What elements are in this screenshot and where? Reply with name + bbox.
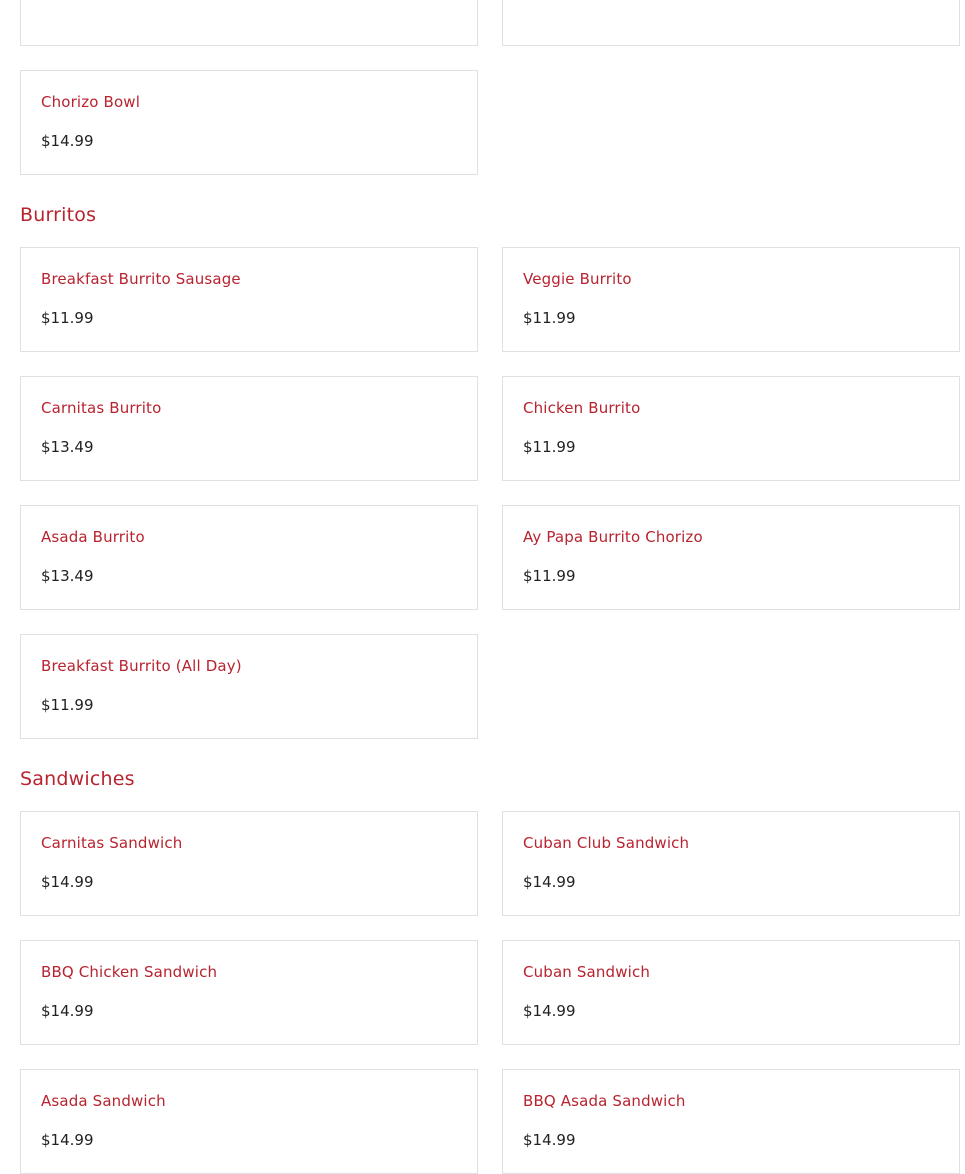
menu-item-price: $11.99 [523,567,576,585]
menu-item-card[interactable] [502,376,960,481]
menu-grid [20,0,960,175]
menu-item-card[interactable] [20,1069,478,1174]
menu-item-price: $13.49 [41,438,94,456]
menu-item-price: $14.99 [41,132,94,150]
menu-item-price: $14.99 [523,1002,576,1020]
menu-grid [20,247,960,739]
menu-item-name: Chicken Burrito [523,399,641,417]
menu-item-card[interactable] [20,634,478,739]
menu-item-name: Carnitas Burrito [41,399,162,417]
menu-item-name: Chorizo Bowl [41,93,141,111]
menu-item-price: $14.99 [523,873,576,891]
menu-item-card[interactable] [502,1069,960,1174]
menu-section [20,0,960,175]
menu-item-name: Ay Papa Burrito Chorizo [523,528,703,546]
menu-item-name: Cuban Club Sandwich [523,834,690,852]
menu-grid [20,811,960,1174]
menu-item-price: $14.99 [41,1002,94,1020]
menu-item-name: Breakfast Burrito (All Day) [41,657,242,675]
menu-item-name: Carnitas Sandwich [41,834,183,852]
menu-list [20,0,960,1174]
menu-item-name: Cuban Sandwich [523,963,650,981]
menu-item-price: $14.99 [41,1131,94,1149]
menu-item-name: Asada Burrito [41,528,145,546]
menu-item-price: $11.99 [41,696,94,714]
menu-item-card[interactable] [20,247,478,352]
menu-item-card[interactable] [20,376,478,481]
menu-item-card[interactable] [20,811,478,916]
menu-item-name: Veggie Burrito [523,270,632,288]
menu-item-price: $11.99 [523,309,576,327]
menu-section-burritos [20,203,960,739]
menu-item-card[interactable] [502,811,960,916]
menu-item-price: $11.99 [41,309,94,327]
section-title: Burritos [20,204,97,226]
menu-item-card[interactable] [502,940,960,1045]
menu-item-name: Asada Sandwich [41,1092,166,1110]
menu-item-name: BBQ Chicken Sandwich [41,963,218,981]
menu-item-name: Breakfast Burrito Sausage [41,270,241,288]
menu-item-card[interactable] [20,70,478,175]
menu-item-card[interactable] [502,247,960,352]
menu-item-card[interactable] [502,505,960,610]
menu-item-price: $14.99 [523,1131,576,1149]
menu-item-card[interactable] [20,505,478,610]
menu-item-card[interactable] [20,940,478,1045]
menu-item-name: BBQ Asada Sandwich [523,1092,686,1110]
menu-item-price: $13.49 [41,567,94,585]
section-title: Sandwiches [20,768,135,790]
menu-item-card[interactable] [502,0,960,46]
menu-section-sandwiches [20,767,960,1174]
menu-item-price: $14.99 [41,873,94,891]
menu-item-price: $11.99 [523,438,576,456]
menu-item-card[interactable] [20,0,478,46]
